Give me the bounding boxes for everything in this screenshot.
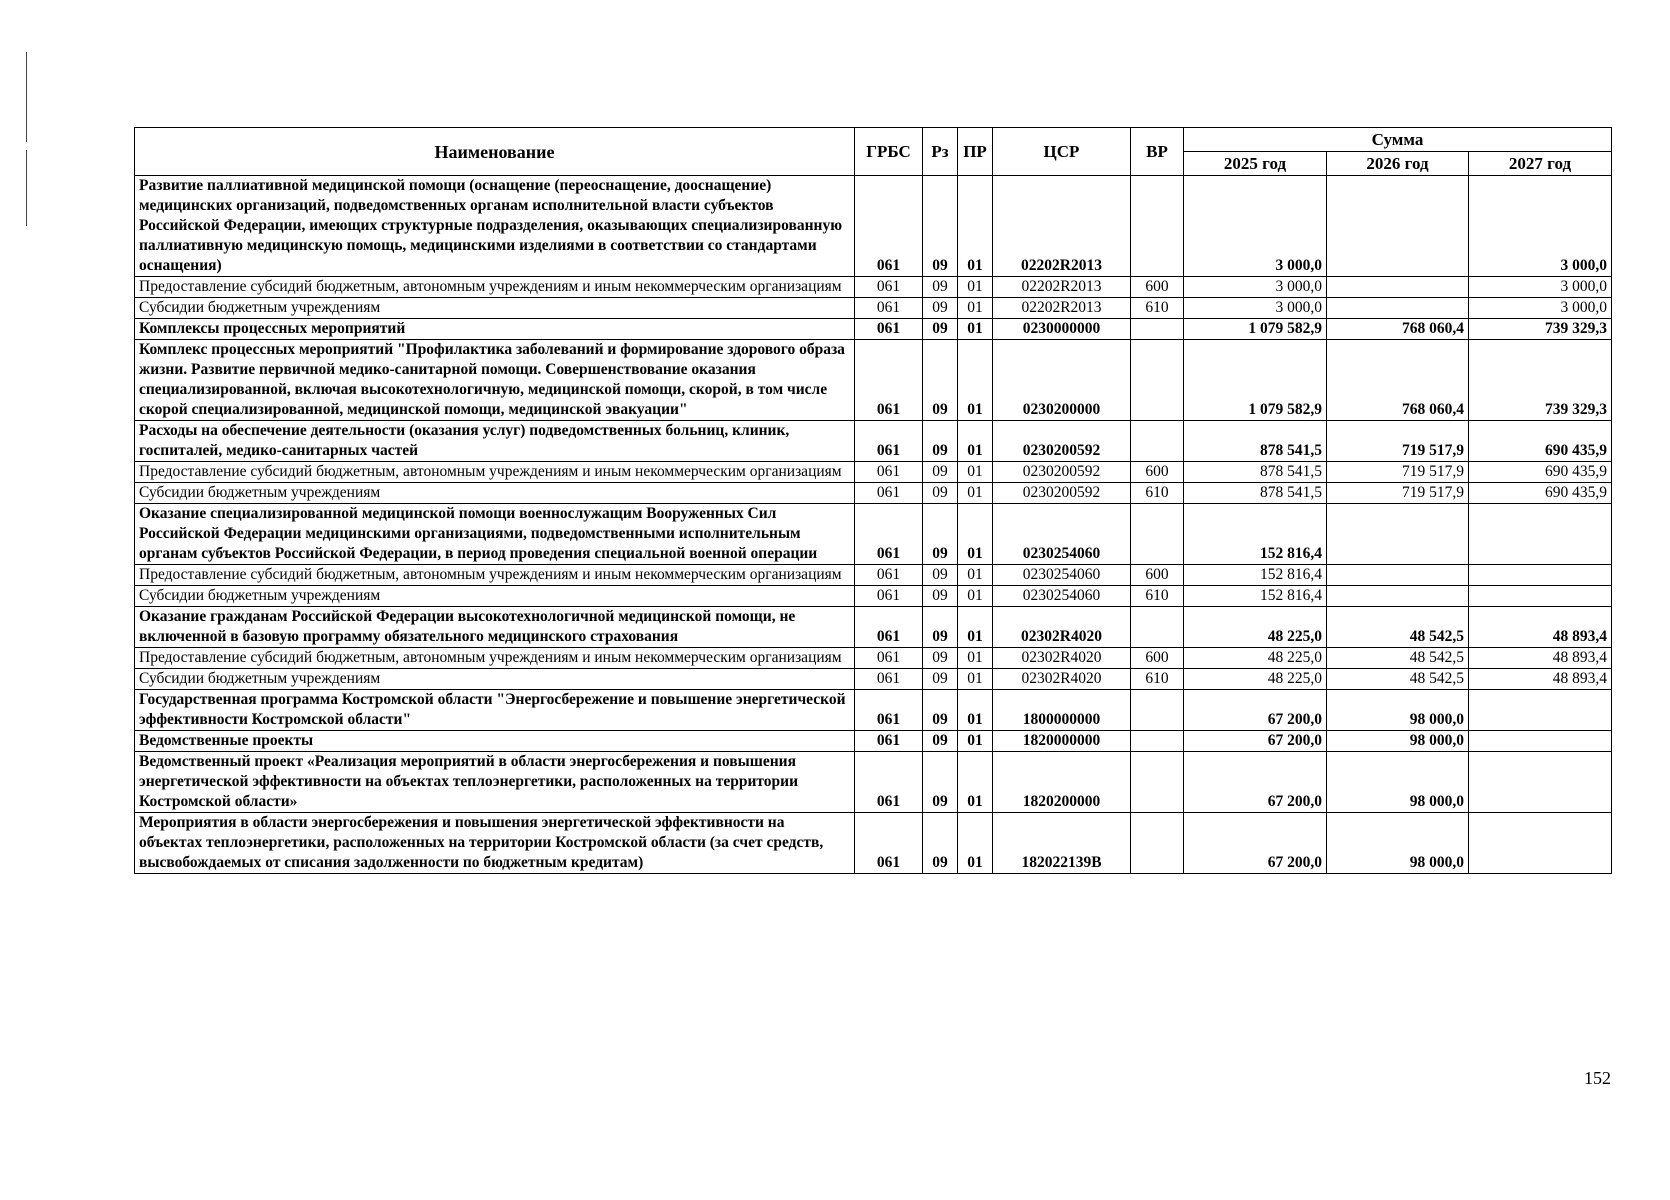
header-name: Наименование bbox=[135, 128, 855, 176]
cell-rz: 09 bbox=[923, 586, 958, 607]
cell-name: Расходы на обеспечение деятельности (оказания услуг) подведомственных больниц, клиник, госпиталей, медико-санитарных частей bbox=[135, 421, 855, 462]
cell-sum-2026: 98 000,0 bbox=[1327, 813, 1469, 874]
cell-rz: 09 bbox=[923, 277, 958, 298]
cell-pr: 01 bbox=[958, 483, 993, 504]
cell-sum-2025: 48 225,0 bbox=[1184, 607, 1327, 648]
cell-pr: 01 bbox=[958, 731, 993, 752]
cell-sum-2027 bbox=[1469, 813, 1612, 874]
table-header bbox=[135, 128, 1612, 176]
cell-rz: 09 bbox=[923, 298, 958, 319]
cell-pr: 01 bbox=[958, 319, 993, 340]
table-row bbox=[135, 504, 1612, 565]
cell-pr: 01 bbox=[958, 176, 993, 277]
cell-pr: 01 bbox=[958, 690, 993, 731]
cell-rz: 09 bbox=[923, 648, 958, 669]
cell-sum-2025: 878 541,5 bbox=[1184, 483, 1327, 504]
cell-csr: 02302R4020 bbox=[993, 607, 1131, 648]
cell-name: Субсидии бюджетным учреждениям bbox=[135, 586, 855, 607]
cell-sum-2026: 98 000,0 bbox=[1327, 690, 1469, 731]
cell-sum-2027: 48 893,4 bbox=[1469, 648, 1612, 669]
cell-vr bbox=[1131, 690, 1184, 731]
cell-rz: 09 bbox=[923, 319, 958, 340]
cell-sum-2026 bbox=[1327, 277, 1469, 298]
cell-grbs: 061 bbox=[855, 752, 923, 813]
cell-grbs: 061 bbox=[855, 731, 923, 752]
cell-name: Ведомственные проекты bbox=[135, 731, 855, 752]
cell-csr: 1820200000 bbox=[993, 752, 1131, 813]
cell-csr: 0230200000 bbox=[993, 340, 1131, 421]
cell-sum-2027: 3 000,0 bbox=[1469, 277, 1612, 298]
cell-sum-2027: 48 893,4 bbox=[1469, 607, 1612, 648]
header-year-2025: 2025 год bbox=[1184, 152, 1327, 176]
cell-csr: 02302R4020 bbox=[993, 648, 1131, 669]
cell-pr: 01 bbox=[958, 752, 993, 813]
cell-sum-2025: 67 200,0 bbox=[1184, 690, 1327, 731]
cell-sum-2027 bbox=[1469, 504, 1612, 565]
cell-name: Развитие паллиативной медицинской помощи (оснащение (переоснащение, дооснащение) медицинских организаций, подведомственных органам исполнительной власти субъектов Российской Федерации, имеющих структурные подразделения, оказывающих специализированную паллиативную медицинскую помощь, медицинскими изделиями в соответствии со стандартами оснащения) bbox=[135, 176, 855, 277]
table-row bbox=[135, 731, 1612, 752]
cell-grbs: 061 bbox=[855, 483, 923, 504]
cell-rz: 09 bbox=[923, 565, 958, 586]
margin-line bbox=[26, 150, 27, 226]
cell-sum-2027 bbox=[1469, 690, 1612, 731]
header-grbs: ГРБС bbox=[855, 128, 923, 176]
cell-csr: 0230200592 bbox=[993, 421, 1131, 462]
cell-sum-2025: 48 225,0 bbox=[1184, 648, 1327, 669]
cell-grbs: 061 bbox=[855, 504, 923, 565]
cell-sum-2026 bbox=[1327, 504, 1469, 565]
cell-sum-2026: 719 517,9 bbox=[1327, 421, 1469, 462]
cell-sum-2025: 1 079 582,9 bbox=[1184, 340, 1327, 421]
cell-sum-2026: 98 000,0 bbox=[1327, 752, 1469, 813]
cell-csr: 02202R2013 bbox=[993, 277, 1131, 298]
cell-csr: 0230254060 bbox=[993, 586, 1131, 607]
header-csr: ЦСР bbox=[993, 128, 1131, 176]
cell-pr: 01 bbox=[958, 504, 993, 565]
table-row bbox=[135, 586, 1612, 607]
cell-sum-2027: 3 000,0 bbox=[1469, 298, 1612, 319]
cell-sum-2026: 48 542,5 bbox=[1327, 607, 1469, 648]
cell-pr: 01 bbox=[958, 607, 993, 648]
cell-grbs: 061 bbox=[855, 607, 923, 648]
cell-rz: 09 bbox=[923, 669, 958, 690]
cell-sum-2027 bbox=[1469, 752, 1612, 813]
cell-sum-2026: 719 517,9 bbox=[1327, 462, 1469, 483]
cell-name: Оказание гражданам Российской Федерации высокотехнологичной медицинской помощи, не включенной в базовую программу обязательного медицинского страхования bbox=[135, 607, 855, 648]
cell-rz: 09 bbox=[923, 690, 958, 731]
cell-grbs: 061 bbox=[855, 340, 923, 421]
cell-name: Предоставление субсидий бюджетным, автономным учреждениям и иным некоммерческим организациям bbox=[135, 648, 855, 669]
cell-vr: 600 bbox=[1131, 277, 1184, 298]
cell-grbs: 061 bbox=[855, 690, 923, 731]
cell-csr: 1820000000 bbox=[993, 731, 1131, 752]
cell-csr: 02202R2013 bbox=[993, 298, 1131, 319]
cell-sum-2027 bbox=[1469, 565, 1612, 586]
cell-sum-2025: 3 000,0 bbox=[1184, 298, 1327, 319]
cell-sum-2027: 739 329,3 bbox=[1469, 319, 1612, 340]
table-row bbox=[135, 277, 1612, 298]
cell-rz: 09 bbox=[923, 731, 958, 752]
cell-vr: 610 bbox=[1131, 669, 1184, 690]
header-pr: ПР bbox=[958, 128, 993, 176]
cell-sum-2027: 48 893,4 bbox=[1469, 669, 1612, 690]
cell-grbs: 061 bbox=[855, 176, 923, 277]
cell-rz: 09 bbox=[923, 813, 958, 874]
table-row bbox=[135, 648, 1612, 669]
cell-sum-2025: 152 816,4 bbox=[1184, 586, 1327, 607]
cell-pr: 01 bbox=[958, 586, 993, 607]
cell-sum-2026: 48 542,5 bbox=[1327, 648, 1469, 669]
table-row bbox=[135, 752, 1612, 813]
cell-pr: 01 bbox=[958, 298, 993, 319]
header-rz: Рз bbox=[923, 128, 958, 176]
cell-sum-2027: 690 435,9 bbox=[1469, 483, 1612, 504]
cell-vr bbox=[1131, 731, 1184, 752]
cell-name: Предоставление субсидий бюджетным, автономным учреждениям и иным некоммерческим организациям bbox=[135, 277, 855, 298]
table-body bbox=[135, 176, 1612, 874]
cell-name: Предоставление субсидий бюджетным, автономным учреждениям и иным некоммерческим организациям bbox=[135, 462, 855, 483]
cell-csr: 02302R4020 bbox=[993, 669, 1131, 690]
cell-grbs: 061 bbox=[855, 277, 923, 298]
cell-vr bbox=[1131, 813, 1184, 874]
cell-grbs: 061 bbox=[855, 421, 923, 462]
cell-grbs: 061 bbox=[855, 669, 923, 690]
cell-name: Мероприятия в области энергосбережения и повышения энергетической эффективности на объектах теплоэнергетики, расположенных на территории Костромской области (за счет средств, высвобождаемых от списания задолженности по бюджетным кредитам) bbox=[135, 813, 855, 874]
cell-pr: 01 bbox=[958, 648, 993, 669]
cell-name: Государственная программа Костромской области "Энергосбережение и повышение энергетической эффективности Костромской области" bbox=[135, 690, 855, 731]
cell-rz: 09 bbox=[923, 752, 958, 813]
cell-grbs: 061 bbox=[855, 586, 923, 607]
cell-csr: 1800000000 bbox=[993, 690, 1131, 731]
cell-sum-2027 bbox=[1469, 731, 1612, 752]
cell-csr: 182022139B bbox=[993, 813, 1131, 874]
cell-csr: 0230200592 bbox=[993, 462, 1131, 483]
cell-name: Комплексы процессных мероприятий bbox=[135, 319, 855, 340]
cell-vr: 600 bbox=[1131, 462, 1184, 483]
cell-sum-2026 bbox=[1327, 586, 1469, 607]
cell-grbs: 061 bbox=[855, 298, 923, 319]
cell-sum-2027: 690 435,9 bbox=[1469, 462, 1612, 483]
cell-vr: 610 bbox=[1131, 586, 1184, 607]
header-sum: Сумма bbox=[1184, 128, 1612, 152]
budget-table bbox=[134, 127, 1612, 874]
cell-grbs: 061 bbox=[855, 565, 923, 586]
cell-pr: 01 bbox=[958, 462, 993, 483]
cell-csr: 0230200592 bbox=[993, 483, 1131, 504]
cell-sum-2025: 67 200,0 bbox=[1184, 731, 1327, 752]
cell-rz: 09 bbox=[923, 504, 958, 565]
cell-pr: 01 bbox=[958, 421, 993, 462]
cell-csr: 0230000000 bbox=[993, 319, 1131, 340]
cell-name: Ведомственный проект «Реализация мероприятий в области энергосбережения и повышения энергетической эффективности на объектах теплоэнергетики, расположенных на территории Костромской области» bbox=[135, 752, 855, 813]
cell-vr: 600 bbox=[1131, 648, 1184, 669]
cell-sum-2026: 98 000,0 bbox=[1327, 731, 1469, 752]
cell-name: Субсидии бюджетным учреждениям bbox=[135, 483, 855, 504]
cell-sum-2025: 48 225,0 bbox=[1184, 669, 1327, 690]
table-row bbox=[135, 319, 1612, 340]
table-row bbox=[135, 340, 1612, 421]
cell-sum-2025: 152 816,4 bbox=[1184, 565, 1327, 586]
page-number: 152 bbox=[1584, 1068, 1611, 1088]
cell-name: Субсидии бюджетным учреждениям bbox=[135, 298, 855, 319]
cell-grbs: 061 bbox=[855, 462, 923, 483]
table-row bbox=[135, 607, 1612, 648]
cell-pr: 01 bbox=[958, 565, 993, 586]
cell-sum-2026 bbox=[1327, 176, 1469, 277]
cell-vr bbox=[1131, 176, 1184, 277]
cell-vr bbox=[1131, 421, 1184, 462]
cell-sum-2027 bbox=[1469, 586, 1612, 607]
cell-grbs: 061 bbox=[855, 319, 923, 340]
cell-vr bbox=[1131, 319, 1184, 340]
cell-pr: 01 bbox=[958, 277, 993, 298]
cell-pr: 01 bbox=[958, 669, 993, 690]
cell-csr: 02202R2013 bbox=[993, 176, 1131, 277]
cell-sum-2025: 878 541,5 bbox=[1184, 462, 1327, 483]
cell-sum-2025: 3 000,0 bbox=[1184, 176, 1327, 277]
cell-rz: 09 bbox=[923, 340, 958, 421]
cell-name: Комплекс процессных мероприятий "Профилактика заболеваний и формирование здорового образа жизни. Развитие первичной медико-санитарной помощи. Совершенствование оказания специализированной, включая высокотехнологичную, медицинской помощи, скорой, в том числе скорой специализированной, медицинской помощи, медицинской эвакуации" bbox=[135, 340, 855, 421]
cell-sum-2026: 768 060,4 bbox=[1327, 319, 1469, 340]
cell-sum-2027: 739 329,3 bbox=[1469, 340, 1612, 421]
cell-sum-2025: 1 079 582,9 bbox=[1184, 319, 1327, 340]
cell-sum-2027: 690 435,9 bbox=[1469, 421, 1612, 462]
cell-name: Субсидии бюджетным учреждениям bbox=[135, 669, 855, 690]
cell-sum-2026 bbox=[1327, 298, 1469, 319]
cell-sum-2025: 878 541,5 bbox=[1184, 421, 1327, 462]
cell-vr bbox=[1131, 504, 1184, 565]
table-row bbox=[135, 690, 1612, 731]
cell-rz: 09 bbox=[923, 607, 958, 648]
cell-sum-2026: 48 542,5 bbox=[1327, 669, 1469, 690]
cell-vr bbox=[1131, 607, 1184, 648]
table-row bbox=[135, 669, 1612, 690]
cell-sum-2025: 67 200,0 bbox=[1184, 813, 1327, 874]
cell-rz: 09 bbox=[923, 483, 958, 504]
table-row bbox=[135, 421, 1612, 462]
cell-pr: 01 bbox=[958, 340, 993, 421]
table-row bbox=[135, 298, 1612, 319]
cell-vr: 610 bbox=[1131, 298, 1184, 319]
header-year-2026: 2026 год bbox=[1327, 152, 1469, 176]
cell-csr: 0230254060 bbox=[993, 565, 1131, 586]
table-row bbox=[135, 462, 1612, 483]
cell-rz: 09 bbox=[923, 462, 958, 483]
cell-grbs: 061 bbox=[855, 813, 923, 874]
margin-line bbox=[26, 52, 27, 142]
cell-vr bbox=[1131, 752, 1184, 813]
cell-rz: 09 bbox=[923, 176, 958, 277]
cell-sum-2027: 3 000,0 bbox=[1469, 176, 1612, 277]
cell-sum-2026 bbox=[1327, 565, 1469, 586]
header-year-2027: 2027 год bbox=[1469, 152, 1612, 176]
cell-sum-2025: 152 816,4 bbox=[1184, 504, 1327, 565]
table-row bbox=[135, 176, 1612, 277]
cell-name: Оказание специализированной медицинской помощи военнослужащим Вооруженных Сил Российской Федерации медицинскими организациями, подведомственными исполнительным органам субъектов Российской Федерации, в период проведения специальной военной операции bbox=[135, 504, 855, 565]
cell-rz: 09 bbox=[923, 421, 958, 462]
cell-sum-2026: 768 060,4 bbox=[1327, 340, 1469, 421]
cell-vr bbox=[1131, 340, 1184, 421]
table-row bbox=[135, 813, 1612, 874]
cell-sum-2025: 67 200,0 bbox=[1184, 752, 1327, 813]
cell-vr: 600 bbox=[1131, 565, 1184, 586]
cell-vr: 610 bbox=[1131, 483, 1184, 504]
cell-name: Предоставление субсидий бюджетным, автономным учреждениям и иным некоммерческим организациям bbox=[135, 565, 855, 586]
cell-grbs: 061 bbox=[855, 648, 923, 669]
header-vr: ВР bbox=[1131, 128, 1184, 176]
cell-csr: 0230254060 bbox=[993, 504, 1131, 565]
cell-sum-2026: 719 517,9 bbox=[1327, 483, 1469, 504]
cell-pr: 01 bbox=[958, 813, 993, 874]
table-row bbox=[135, 483, 1612, 504]
cell-sum-2025: 3 000,0 bbox=[1184, 277, 1327, 298]
table-row bbox=[135, 565, 1612, 586]
